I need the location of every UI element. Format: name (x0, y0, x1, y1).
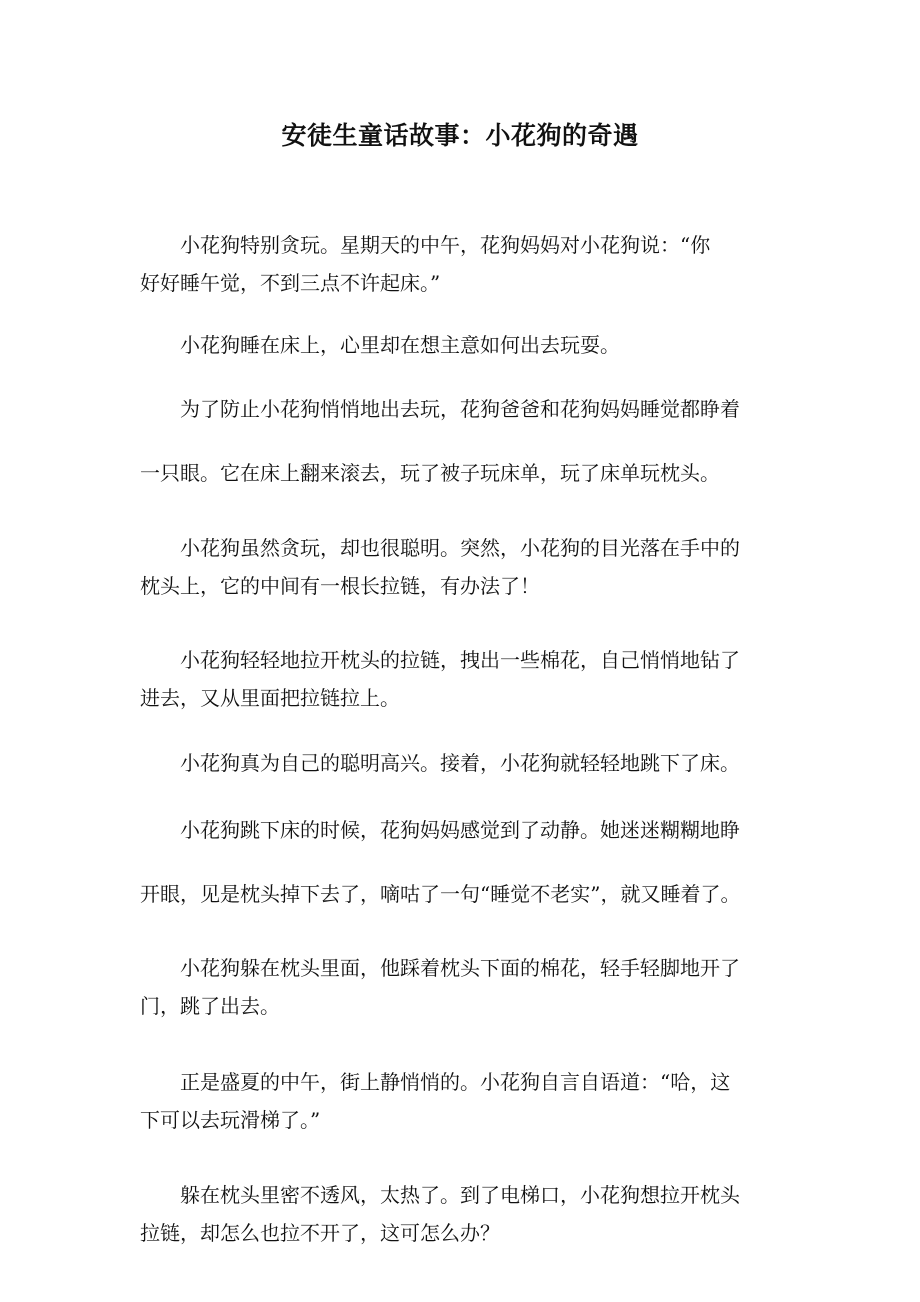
paragraph-2 (140, 326, 792, 364)
paragraph-line: 小花狗跳下床的时候，花狗妈妈感觉到了动静。她迷迷糊糊地睁 (140, 818, 740, 842)
paragraph-line: 小花狗躲在枕头里面，他踩着枕头下面的棉花，轻手轻脚地开了 (140, 956, 740, 980)
paragraph-1 (140, 226, 792, 302)
paragraph-3 (140, 390, 792, 428)
paragraph-line: 下可以去玩滑梯了。” (140, 1108, 321, 1132)
paragraph-line: 小花狗特别贪玩。星期天的中午，花狗妈妈对小花狗说：“你 (140, 233, 711, 257)
paragraph-6 (140, 641, 792, 717)
paragraph-9 (140, 875, 792, 913)
paragraph-line: 正是盛夏的中午，街上静悄悄的。小花狗自言自语道：“哈，这 (140, 1070, 731, 1094)
paragraph-line: 躲在枕头里密不透风，太热了。到了电梯口，小花狗想拉开枕头 (140, 1183, 740, 1207)
paragraph-11 (140, 1063, 792, 1139)
paragraph-line: 好好睡午觉，不到三点不许起床。” (140, 271, 441, 295)
paragraph-line: 开眼，见是枕头掉下去了，嘀咕了一句“睡觉不老实”，就又睡着了。 (140, 882, 741, 906)
paragraph-line: 小花狗轻轻地拉开枕头的拉链，拽出一些棉花，自己悄悄地钻了 (140, 648, 740, 672)
paragraph-7 (140, 744, 792, 782)
paragraph-5 (140, 529, 792, 605)
paragraph-line: 小花狗真为自己的聪明高兴。接着，小花狗就轻轻地跳下了床。 (140, 751, 740, 775)
paragraph-12 (140, 1176, 792, 1252)
paragraph-line: 门，跳了出去。 (140, 994, 280, 1018)
paragraph-line: 为了防止小花狗悄悄地出去玩，花狗爸爸和花狗妈妈睡觉都睁着 (140, 397, 740, 421)
paragraph-line: 枕头上，它的中间有一根长拉链，有办法了！ (140, 574, 540, 598)
paragraph-line: 进去，又从里面把拉链拉上。 (140, 686, 400, 710)
paragraph-line: 小花狗虽然贪玩，却也很聪明。突然，小花狗的目光落在手中的 (140, 536, 740, 560)
paragraph-4 (140, 454, 792, 492)
paragraph-line: 小花狗睡在床上，心里却在想主意如何出去玩耍。 (140, 333, 620, 357)
page-title: 安徒生童话故事：小花狗的奇遇 (281, 121, 639, 150)
paragraph-line: 拉链，却怎么也拉不开了，这可怎么办？ (140, 1221, 500, 1245)
paragraph-line: 一只眼。它在床上翻来滚去，玩了被子玩床单，玩了床单玩枕头。 (140, 461, 720, 485)
paragraph-8 (140, 811, 792, 849)
paragraph-10 (140, 949, 792, 1025)
